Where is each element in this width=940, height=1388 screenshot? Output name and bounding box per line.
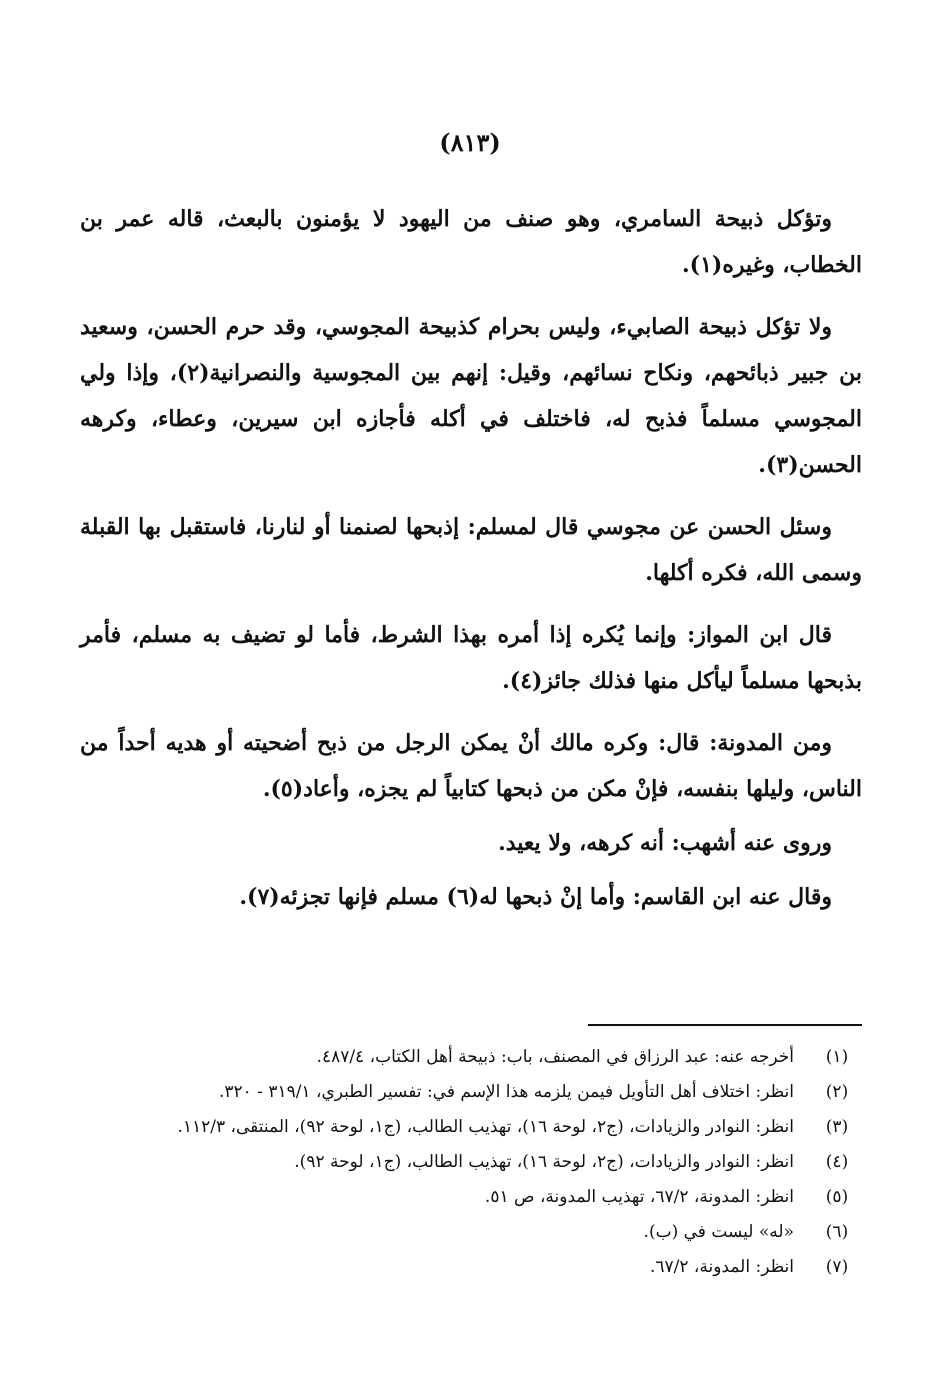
- paragraph-ashhab: وروى عنه أشهب: أنه كرهه، ولا يعيد.: [498, 830, 832, 856]
- page-number: (٨١٣): [439, 128, 501, 157]
- footnote-number: (٤): [825, 1152, 849, 1172]
- footnote: [80, 1215, 862, 1250]
- main-text: [80, 196, 862, 928]
- footnotes: [80, 1040, 862, 1285]
- footnote-text: انظر: النوادر والزيادات، (ج٢، لوحة ١٦)، تهذيب الطالب، (ج١، لوحة ٩٢)، المنتقى، ١١٢/٣.: [177, 1117, 794, 1137]
- footnote-number: (٦): [825, 1222, 849, 1242]
- footnote: [80, 1075, 862, 1110]
- footnote-number: (٣): [825, 1117, 849, 1137]
- footnote: [80, 1110, 862, 1145]
- paragraph-ibn-mawaz: قال ابن المواز: وإنما يُكره إذا أمره بهذا الشرط، فأما لو تضيف به مسلم، فأمر بذبحها مسلماً ليأكل منها فذلك جائز(٤).: [80, 622, 862, 694]
- paragraph-majusi-question: وسئل الحسن عن مجوسي قال لمسلم: إذبحها لصنمنا أو لنارنا، فاستقبل بها القبلة وسمى الله، فكره أكلها.: [80, 514, 862, 586]
- footnote-number: (٢): [825, 1082, 849, 1102]
- footnote: [80, 1145, 862, 1180]
- footnote-number: (٧): [825, 1257, 849, 1277]
- footnote-text: انظر: اختلاف أهل التأويل فيمن يلزمه هذا الإسم في: تفسير الطبري، ٣١٩/١ - ٣٢٠.: [218, 1082, 794, 1102]
- footnote-text: انظر: المدونة، ٦٧/٢، تهذيب المدونة، ص ٥١.: [484, 1187, 794, 1207]
- footnote-separator: [588, 1024, 862, 1026]
- footnote-number: (٥): [825, 1187, 849, 1207]
- footnote-text: أخرجه عنه: عبد الرزاق في المصنف، باب: ذبيحة أهل الكتاب، ٤٨٧/٤.: [316, 1047, 794, 1067]
- footnote-text: «له» ليست في (ب).: [643, 1222, 794, 1242]
- paragraph-ibn-qasim: وقال عنه ابن القاسم: وأما إنْ ذبحها له(٦) مسلم فإنها تجزئه(٧).: [239, 884, 832, 910]
- footnote: [80, 1040, 862, 1075]
- footnote-text: انظر: المدونة، ٦٧/٢.: [649, 1257, 794, 1277]
- footnote: [80, 1180, 862, 1215]
- footnote: [80, 1250, 862, 1285]
- paragraph-sabi: ولا تؤكل ذبيحة الصابيء، وليس بحرام كذبيحة المجوسي، وقد حرم الحسن، وسعيد بن جبير ذبائحهم، ونكاح نسائهم، وقيل: إنهم بين المجوسية والنصرانية(٢)، وإذا ولي المجوسي مسلماً فذبح له، فاختلف في أكله فأجازه ابن سيرين، وعطاء، وكرهه الحسن(٣).: [80, 314, 862, 478]
- footnote-number: (١): [825, 1047, 849, 1067]
- paragraph-samiri: وتؤكل ذبيحة السامري، وهو صنف من اليهود لا يؤمنون بالبعث، قاله عمر بن الخطاب، وغيره(١).: [80, 206, 862, 278]
- paragraph-mudawwana: ومن المدونة: قال: وكره مالك أنْ يمكن الرجل من ذبح أضحيته أو هديه أحداً من الناس، وليلها بنفسه، فإنْ مكن من ذبحها كتابياً لم يجزه، وأعاد(٥).: [80, 730, 862, 802]
- footnote-text: انظر: النوادر والزيادات، (ج٢، لوحة ١٦)، تهذيب الطالب، (ج١، لوحة ٩٢).: [294, 1152, 794, 1172]
